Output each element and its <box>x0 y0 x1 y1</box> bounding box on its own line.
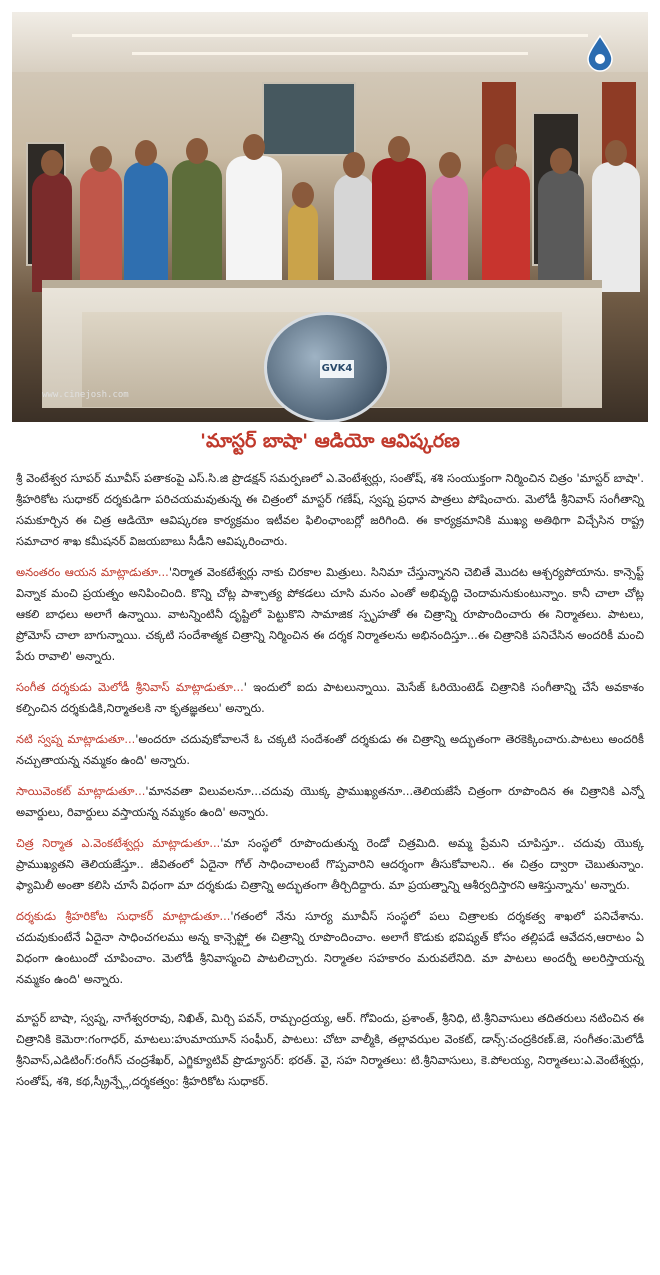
speaker-lead: సాయివెంకట్ మాట్లాడుతూ... <box>16 784 146 798</box>
cd-badge: GVK4 <box>320 360 354 378</box>
article-paragraph <box>16 781 644 823</box>
site-logo-icon <box>582 34 618 72</box>
article-body <box>16 468 644 1102</box>
speaker-lead: సంగీత దర్శకుడు మెలోడీ శ్రీనివాస్ మాట్లాడుతూ... <box>16 680 244 694</box>
speaker-lead: దర్శకుడు శ్రీహరికోట సుధాకర్ మాట్లాడుతూ... <box>16 909 231 923</box>
paragraph-text: శ్రీ వెంటేశ్వర సూపర్ మూవీస్ పతాకంపై ఎస్.సి.జి ప్రొడక్షన్ సమర్పణలో ఎ.వెంటేశ్వర్లు, సంతోష్, శశి సంయుక్తంగా నిర్మించిన చిత్రం 'మాస్టర్ బాషా'. శ్రీహరికోట సుధాకర్ దర్శకుడిగా పరిచయమవుతున్న ఈ చిత్రంలో మాస్టర్ గణేష్, స్వప్న ప్రధాన పాత్రలు పోషించారు. మెలోడీ శ్రీనివాస్ సంగీతాన్ని సమకూర్చిన ఈ చిత్ర ఆడియో ఆవిష్కరణ కార్యక్రమం ఇటీవల ఫిలింఛాంబర్లో జరిగింది. ఈ కార్యక్రమానికి ముఖ్య అతిథిగా విచ్చేసిన రాష్ట్ర సమాచార శాఖ కమీషనర్ విజయబాబు సీడీని ఆవిష్కరించారు. <box>16 471 644 548</box>
paragraph-text: 'మా సంస్థలో రూపొందుతున్న రెండో చిత్రమిది. అమ్మ ప్రేమని చూపిస్తూ.. చదువు యొక్క ప్రాముఖ్యతని తెలియజేస్తూ.. జీవితంలో ఏదైనా గోల్ సాధించాలంటే గొప్పవారిని ఆదర్శంగా తీసుకోవాలని.. ఈ చిత్రం ద్వారా చెబుతున్నాం. ఫ్యామిలీ అంతా కలిసి చూసే విధంగా మా దర్శకుడు చిత్రాన్ని అద్భుతంగా తీర్చిదిద్దారు. మా ప్రయత్నాన్ని ఆశీర్వదిస్తారని ఆశిస్తున్నాను' అన్నారు. <box>16 836 644 892</box>
paragraph-text: 'నిర్మాత వెంకటేశ్వర్లు నాకు చిరకాల మిత్రులు. సినిమా చేస్తున్నానని చెబితే మొదట ఆశ్చర్యపోయాను. కాన్సెప్ట్ విన్నాక మంచి ప్రయత్నం అనిపించింది. కొన్ని చోట్ల పాశ్చాత్య పోకడలు చూసి మనం ఎంతో అభివృద్ధి చెందామనుకుంటున్నాం. కానీ చాలా చోట్ల ఆకలి బాధలు అలాగే ఉన్నాయి. వాటన్నింటినీ దృష్టిలో పెట్టుకొని సామాజిక స్పృహతో ఈ చిత్రాన్ని రూపొందించారు ఈ నిర్మాతలు. పాటలు, ప్రోమోస్ చాలా బాగున్నాయి. చక్కటి సందేశాత్మక చిత్రాన్ని నిర్మించిన ఈ దర్శక నిర్మాతలను అభినందిస్తూ...ఈ చిత్రానికి పనిచేసిన అందరికీ మంచి పేరు రావాలి' అన్నారు. <box>16 565 644 663</box>
ceiling-light <box>72 34 588 37</box>
paragraph-text: 'అందరూ చదువుకోవాలనే ఓ చక్కటి సందేశంతో దర్శకుడు ఈ చిత్రాన్ని అద్భుతంగా తెరకెక్కించారు.పాటలు అందరికీ నచ్చుతాయన్న నమ్మకం ఉంది' అన్నారు. <box>16 732 644 767</box>
article-paragraph <box>16 677 644 719</box>
film-credits: మాస్టర్ బాషా, స్వప్న, నాగేశ్వరరావు, నిఖిత్, మిర్చి పవన్, రామ్చంద్రయ్య, ఆర్. గోవిందు, ప్రశాంత్, శ్రీనిధి, టి.శ్రీనివాసులు తదితరులు నటించిన ఈ చిత్రానికి కెమెరా:గంగాధర్, మాటలు:హుమాయూన్ సంఘీర్, పాటలు: చోటా వాల్మీకి, తల్లావఝల వెంకట్, డాన్స్:చంద్రకిరణ్.జె, సంగీతం:మెలోడీ శ్రీనివాస్,ఎడిటింగ్:రంగీస్ చంద్రశేఖర్, ఎగ్జిక్యూటివ్ ప్రొడ్యూసర్: భరత్. వై, సహ నిర్మాతలు: టి.శ్రీనివాసులు, కె.పోలయ్య, నిర్మాతలు:ఎ.వెంటేశ్వర్లు, సంతోష్, శశి, కథ,స్క్రీన్ప్లే,దర్శకత్వం: శ్రీహరికోట సుధాకర్. <box>16 1011 644 1088</box>
ceiling <box>12 12 648 72</box>
article-paragraph <box>16 468 644 552</box>
paragraph-text: 'మానవతా విలువలనూ...చదువు యొక్క ప్రాముఖ్యతనూ...తెలియజేసే చిత్రంగా రూపొందిన ఈ చిత్రానికి ఎన్నో అవార్డులు, రివార్డులు వస్తాయన్న నమ్మకం ఉంది' అన్నారు. <box>16 784 644 819</box>
event-photo <box>12 12 648 422</box>
article-paragraph <box>16 906 644 990</box>
speaker-lead: నటి స్వప్న మాట్లాడుతూ... <box>16 732 136 746</box>
article-title: 'మాస్టర్ బాషా' ఆడియో ఆవిష్కరణ <box>200 430 460 452</box>
speaker-lead: అనంతరం ఆయన మాట్లాడుతూ... <box>16 565 169 579</box>
guests-group <box>12 132 648 292</box>
paragraph-text: ' ఇందులో ఐదు పాటలున్నాయి. మెసేజ్ ఓరియెంటెడ్ చిత్రానికి సంగీతాన్ని చేసే అవకాశం కల్పించిన దర్శకుడికి,నిర్మాతలకి నా కృతజ్ఞతలు' అన్నారు. <box>16 680 645 715</box>
paragraph-text: 'గతంలో నేను సూర్య మూవీస్ సంస్థలో పలు చిత్రాలకు దర్శకత్వ శాఖలో పనిచేశాను. చదువుకుంటేనే ఏదైనా సాధించగలము అన్న కాన్సెప్ట్తో ఈ చిత్రాన్ని రూపొందించాం. అలాగే కొడుకు భవిష్యత్ కోసం తల్లిపడే ఆవేదన,ఆరాటం ఏ విధంగా ఉంటుందో చూపించాం. మెలోడీ శ్రీనివాస్మంచి పాటలిచ్చారు. నిర్మాతల సహకారం మరువలేనిది. మా పాటలు అందర్నీ అలరిస్తాయన్న నమ్మకం ఉంది' అన్నారు. <box>16 909 644 986</box>
photo-watermark: www.cinejosh.com <box>42 390 129 400</box>
article-paragraph <box>16 833 644 896</box>
ceiling-light <box>132 52 528 55</box>
speaker-lead: చిత్ర నిర్మాత ఎ.వెంకటేశ్వర్లు మాట్లాడుతూ... <box>16 836 221 850</box>
article-paragraph <box>16 729 644 771</box>
article-paragraph <box>16 562 644 667</box>
